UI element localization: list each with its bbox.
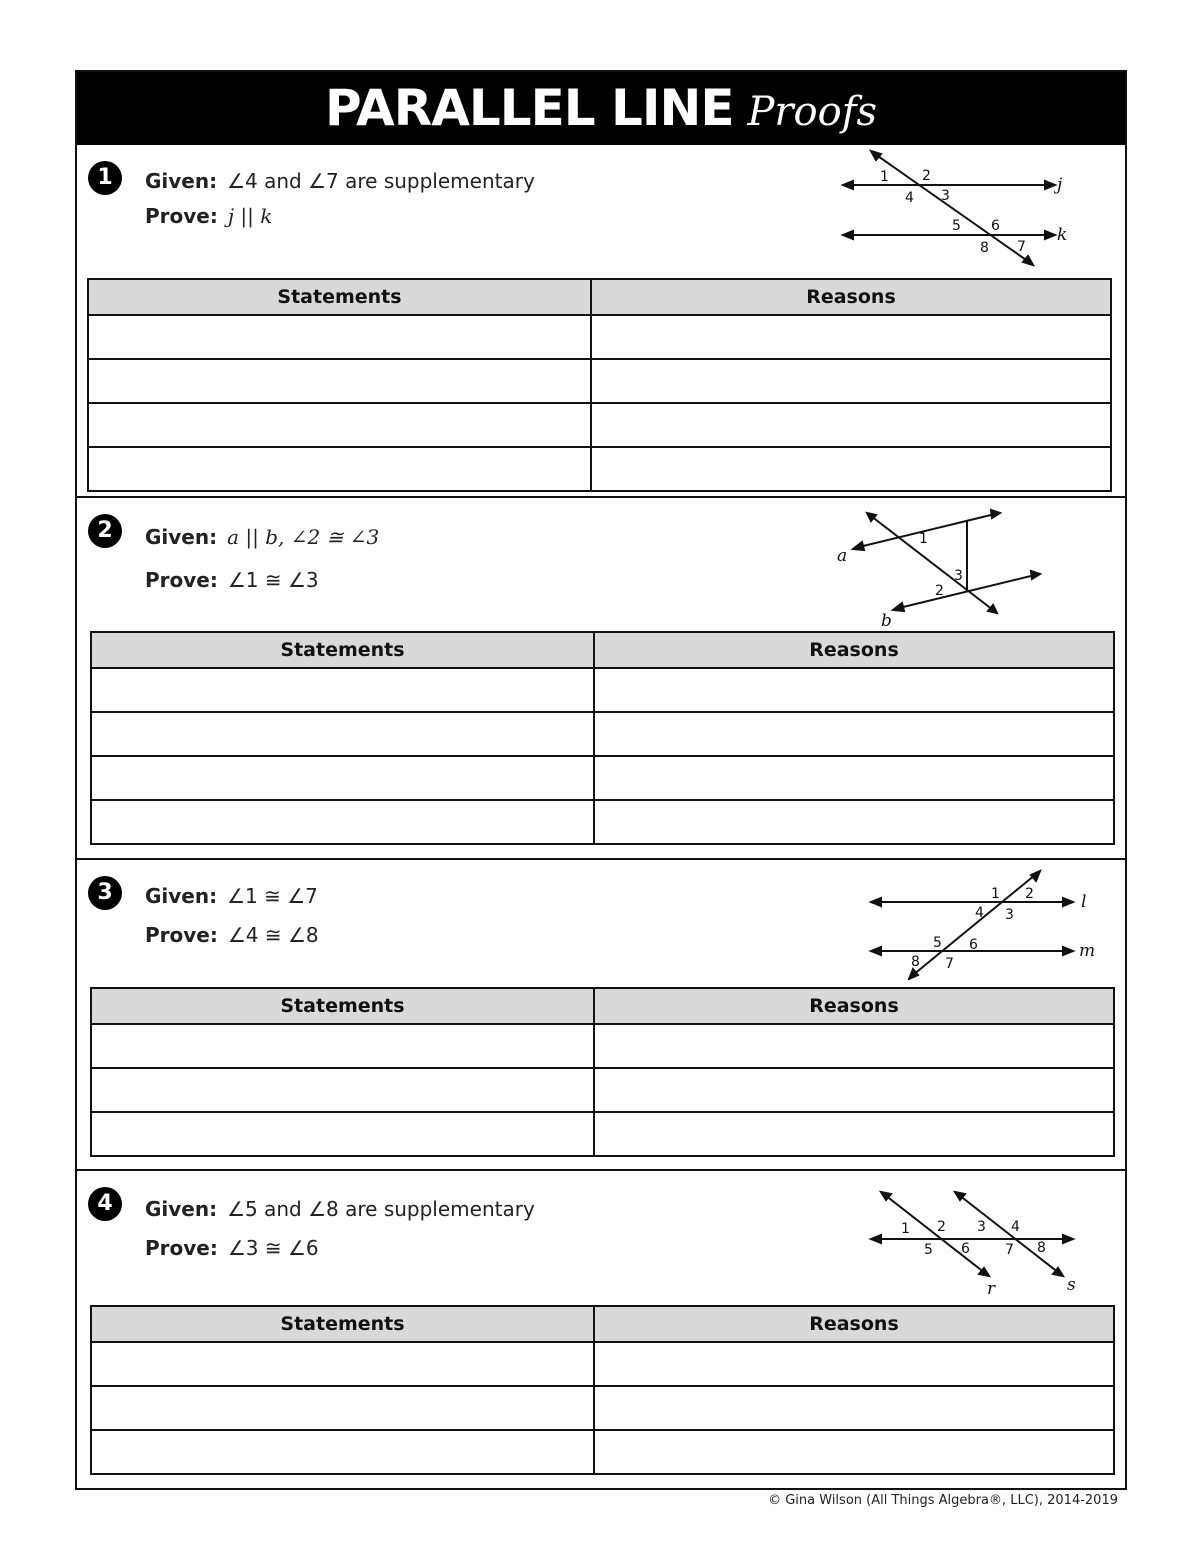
reason-cell[interactable]: [591, 315, 1111, 359]
prove-label: Prove:: [145, 204, 218, 228]
angle-label: 4: [1011, 1219, 1020, 1235]
reason-cell[interactable]: [594, 1112, 1114, 1156]
line-label: j: [1057, 175, 1063, 195]
given-line: [145, 525, 379, 549]
given-text: ∠1 ≅ ∠7: [227, 884, 318, 908]
angle-label: 3: [1005, 907, 1014, 923]
angle-label: 2: [1025, 886, 1034, 902]
proof-table: [87, 278, 1112, 492]
statement-cell[interactable]: [91, 1068, 594, 1112]
table-row: [88, 359, 1111, 403]
table-row: [91, 1430, 1114, 1474]
statement-cell[interactable]: [91, 1386, 594, 1430]
title-script: Proofs: [747, 89, 878, 135]
prove-line: [145, 1236, 319, 1260]
reason-cell[interactable]: [594, 1024, 1114, 1068]
problem-2: [77, 498, 1125, 860]
prove-label: Prove:: [145, 1236, 218, 1260]
angle-label: 7: [1005, 1242, 1014, 1258]
prove-text: ∠1 ≅ ∠3: [227, 568, 319, 592]
statement-cell[interactable]: [91, 800, 594, 844]
reason-cell[interactable]: [591, 403, 1111, 447]
reason-cell[interactable]: [591, 359, 1111, 403]
reasons-header: Reasons: [594, 632, 1114, 668]
prove-text: ∠4 ≅ ∠8: [227, 923, 319, 947]
worksheet-page: [75, 70, 1127, 1490]
reason-cell[interactable]: [594, 1430, 1114, 1474]
given-line: [145, 169, 535, 193]
problem-number-badge: 3: [88, 876, 122, 910]
prove-line: [145, 204, 272, 228]
reason-cell[interactable]: [594, 668, 1114, 712]
parallel-lines-diagram-1: [837, 148, 1077, 273]
reason-cell[interactable]: [594, 1068, 1114, 1112]
statement-cell[interactable]: [88, 359, 591, 403]
given-text: a || b, ∠2 ≅ ∠3: [227, 525, 380, 549]
title-bar: [77, 72, 1125, 145]
statements-header: Statements: [91, 1306, 594, 1342]
angle-label: 5: [952, 218, 961, 234]
statements-header: Statements: [91, 988, 594, 1024]
parallel-lines-diagram-2: [827, 508, 1052, 628]
given-line: [145, 884, 318, 908]
line-label: r: [987, 1279, 996, 1299]
problem-3: [77, 860, 1125, 1171]
table-row: [91, 1024, 1114, 1068]
statement-cell[interactable]: [91, 712, 594, 756]
statements-header: Statements: [88, 279, 591, 315]
prove-line: [145, 923, 319, 947]
reason-cell[interactable]: [594, 1386, 1114, 1430]
reason-cell[interactable]: [594, 756, 1114, 800]
reason-cell[interactable]: [594, 800, 1114, 844]
angle-label: 8: [980, 240, 989, 256]
angle-label: 8: [911, 954, 920, 970]
prove-text: ∠3 ≅ ∠6: [227, 1236, 319, 1260]
proof-table: [90, 987, 1115, 1157]
copyright-footer: © Gina Wilson (All Things Algebra®, LLC), 2014-2019: [768, 1493, 1118, 1508]
problem-1: [77, 145, 1125, 498]
problem-4: [77, 1171, 1125, 1488]
statement-cell[interactable]: [88, 403, 591, 447]
angle-label: 2: [935, 583, 944, 599]
given-line: [145, 1197, 535, 1221]
line-label: s: [1067, 1275, 1076, 1295]
table-row: [88, 315, 1111, 359]
statement-cell[interactable]: [91, 1430, 594, 1474]
statement-cell[interactable]: [91, 668, 594, 712]
table-row: [91, 756, 1114, 800]
table-row: [91, 800, 1114, 844]
angle-label: 3: [954, 568, 963, 584]
angle-label: 8: [1037, 1240, 1046, 1256]
angle-label: 6: [991, 218, 1000, 234]
title-main: PARALLEL LINE: [324, 79, 734, 137]
angle-label: 7: [945, 956, 954, 972]
statement-cell[interactable]: [91, 1112, 594, 1156]
table-row: [91, 1386, 1114, 1430]
statement-cell[interactable]: [88, 315, 591, 359]
proof-table: [90, 631, 1115, 845]
angle-label: 1: [919, 531, 928, 547]
angle-label: 1: [991, 886, 1000, 902]
angle-label: 7: [1017, 239, 1026, 255]
table-row: [91, 668, 1114, 712]
reason-cell[interactable]: [591, 447, 1111, 491]
angle-label: 6: [969, 937, 978, 953]
table-row: [91, 1068, 1114, 1112]
given-label: Given:: [145, 884, 218, 908]
line-label: k: [1057, 225, 1068, 245]
prove-label: Prove:: [145, 923, 218, 947]
table-row: [91, 1112, 1114, 1156]
angle-label: 4: [905, 190, 914, 206]
table-row: [91, 1342, 1114, 1386]
problem-number-badge: 2: [88, 514, 122, 548]
given-label: Given:: [145, 169, 218, 193]
reason-cell[interactable]: [594, 1342, 1114, 1386]
angle-label: 1: [901, 1221, 910, 1237]
parallel-lines-diagram-3: [865, 865, 1105, 980]
reasons-header: Reasons: [594, 988, 1114, 1024]
reason-cell[interactable]: [594, 712, 1114, 756]
table-row: [88, 403, 1111, 447]
angle-label: 2: [922, 168, 931, 184]
angle-label: 4: [975, 905, 984, 921]
line-label: b: [881, 611, 892, 628]
table-row: [88, 447, 1111, 491]
statement-cell[interactable]: [91, 1342, 594, 1386]
given-text: ∠4 and ∠7 are supplementary: [227, 169, 535, 193]
parallel-lines-diagram-4: [865, 1183, 1095, 1308]
given-label: Given:: [145, 1197, 218, 1221]
angle-label: 5: [924, 1242, 933, 1258]
angle-label: 3: [977, 1219, 986, 1235]
prove-line: [145, 568, 319, 592]
given-label: Given:: [145, 525, 218, 549]
prove-text: j || k: [227, 204, 273, 228]
statements-header: Statements: [91, 632, 594, 668]
angle-label: 1: [880, 169, 889, 185]
angle-label: 3: [941, 188, 950, 204]
prove-label: Prove:: [145, 568, 218, 592]
reasons-header: Reasons: [594, 1306, 1114, 1342]
statement-cell[interactable]: [91, 756, 594, 800]
angle-label: 2: [937, 1219, 946, 1235]
problem-number-badge: 4: [88, 1187, 122, 1221]
problem-number-badge: 1: [88, 161, 122, 195]
proof-table: [90, 1305, 1115, 1475]
line-label: m: [1079, 941, 1096, 961]
angle-label: 6: [961, 1241, 970, 1257]
statement-cell[interactable]: [91, 1024, 594, 1068]
statement-cell[interactable]: [88, 447, 591, 491]
angle-label: 5: [933, 935, 942, 951]
line-label: l: [1081, 892, 1087, 912]
given-text: ∠5 and ∠8 are supplementary: [227, 1197, 535, 1221]
table-row: [91, 712, 1114, 756]
reasons-header: Reasons: [591, 279, 1111, 315]
line-label: a: [837, 546, 848, 566]
